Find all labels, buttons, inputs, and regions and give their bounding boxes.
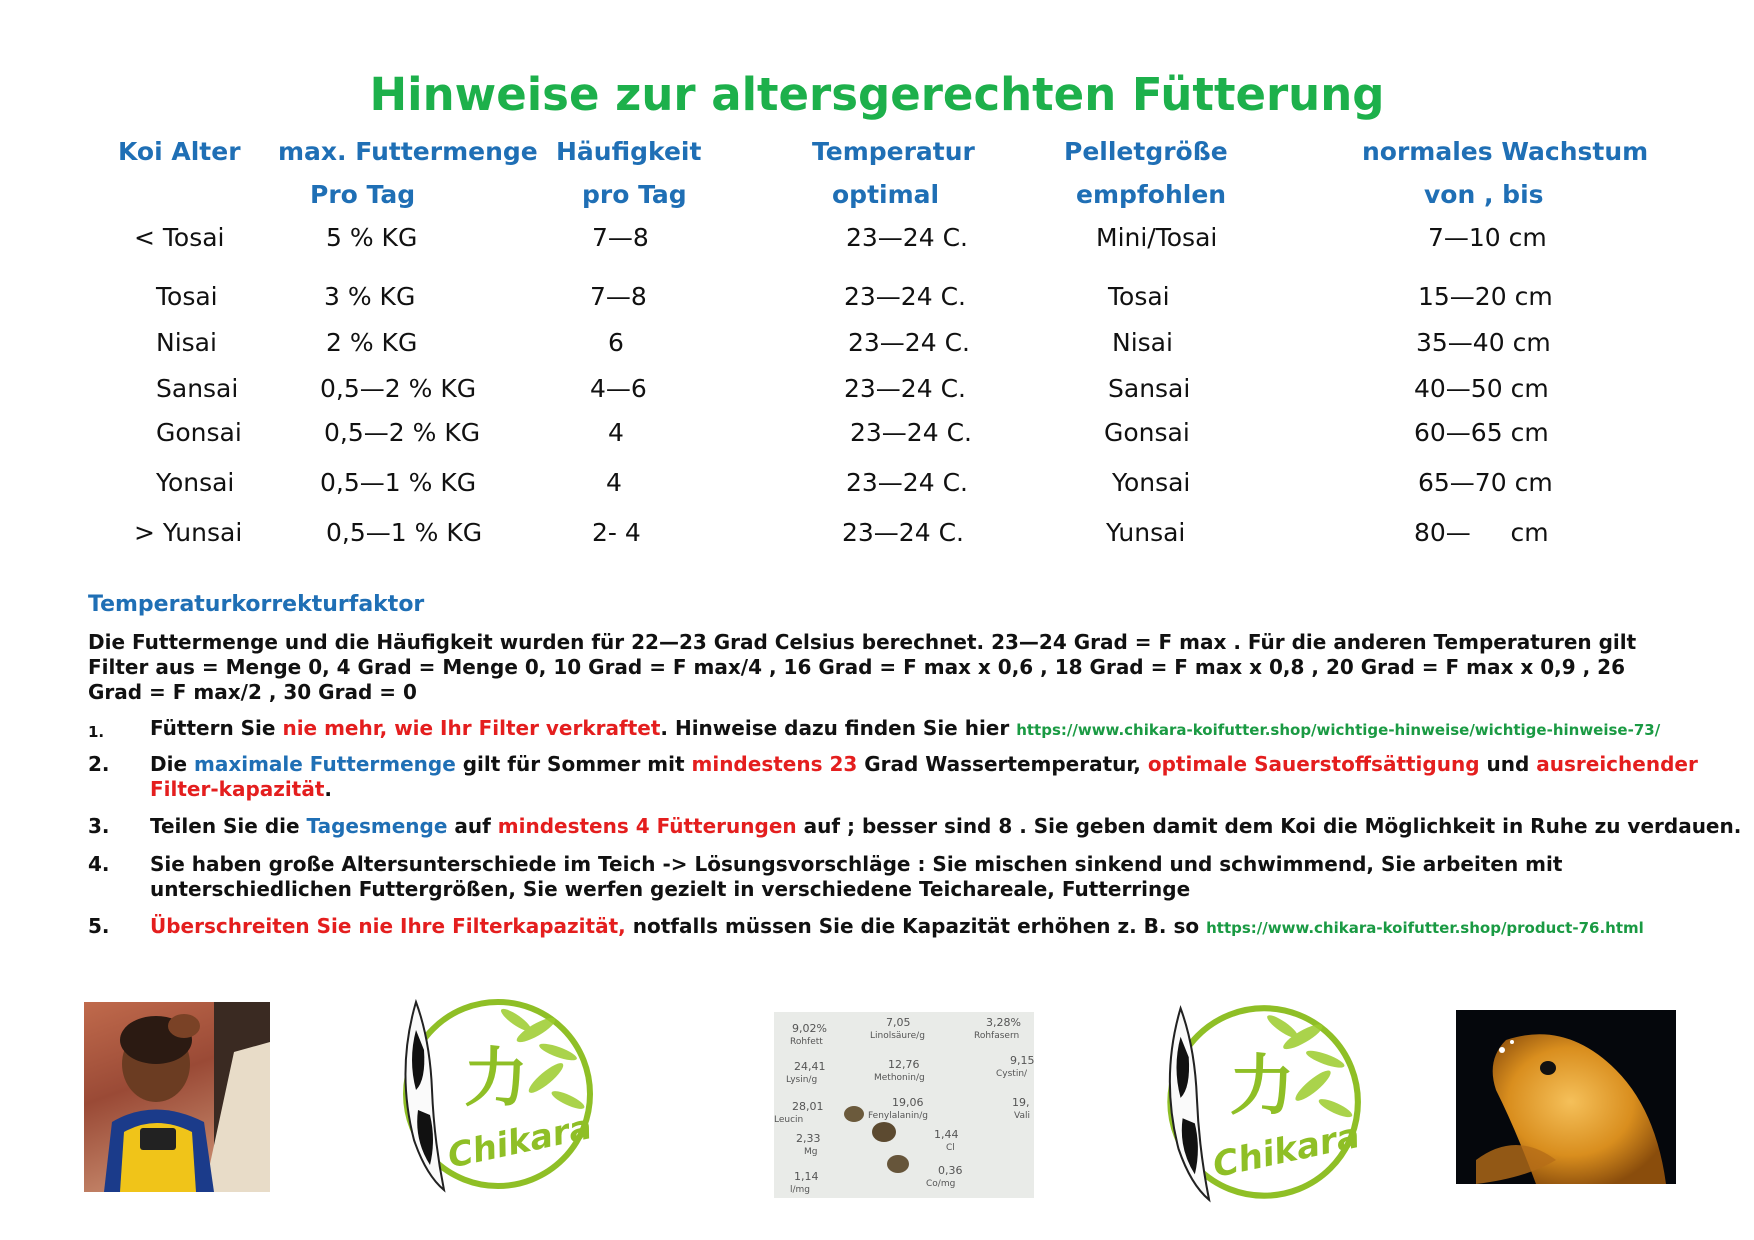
list-text-part: Füttern Sie xyxy=(150,716,283,740)
svg-text:Vali: Vali xyxy=(1014,1111,1030,1121)
svg-text:Leucin: Leucin xyxy=(774,1115,804,1125)
list-item-5 xyxy=(88,914,1688,940)
header-temperatur: Temperatur xyxy=(812,137,975,166)
list-number: 2. xyxy=(88,752,110,776)
table-cell: Nisai xyxy=(156,328,217,357)
svg-text:1,14: 1,14 xyxy=(794,1170,819,1183)
svg-text:2,33: 2,33 xyxy=(796,1132,821,1145)
table-cell: 23—24 C. xyxy=(848,328,970,357)
svg-text:Cl: Cl xyxy=(946,1143,955,1153)
svg-text:Rohfasern: Rohfasern xyxy=(974,1031,1020,1041)
list-text-part: mindestens 23 xyxy=(691,752,858,776)
list-text-part: maximale Futtermenge xyxy=(193,752,456,776)
list-item-4 xyxy=(88,852,1688,902)
table-cell: 23—24 C. xyxy=(850,418,972,447)
table-cell: 5 % KG xyxy=(326,223,418,252)
svg-text:Linolsäure/g: Linolsäure/g xyxy=(870,1031,925,1041)
list-text xyxy=(150,852,1750,902)
correction-text: Die Futtermenge und die Häufigkeit wurden für 22—23 Grad Celsius berechnet. 23—24 Grad = F max . Für die anderen Temperaturen gilt Filter aus = Menge 0, 4 Grad = Menge 0, 10 Grad = F max/4 , 16 Grad = F max x 0,6 , 18 Grad = F max x 0,8 , 20 Grad = F max x 0,9 , 26 Grad = F max/2 , 30 Grad = 0 xyxy=(88,630,1637,704)
table-cell: 0,5—2 % KG xyxy=(320,374,477,403)
feed-analysis-photo xyxy=(774,1012,1034,1198)
svg-text:12,76: 12,76 xyxy=(888,1058,920,1071)
list-text-part: mindestens 4 Fütterungen xyxy=(497,814,797,838)
list-text-part: auf xyxy=(447,814,498,838)
svg-text:0,36: 0,36 xyxy=(938,1164,963,1177)
header-wachstum-sub: von , bis xyxy=(1424,180,1544,209)
table-cell: Mini/Tosai xyxy=(1096,223,1218,252)
table-cell: Gonsai xyxy=(156,418,242,447)
table-cell: 4—6 xyxy=(590,374,647,403)
list-text-part: nie mehr, wie Ihr Filter verkraftet xyxy=(282,716,661,740)
list-item-1 xyxy=(88,716,1688,742)
list-text-part: und xyxy=(1479,752,1537,776)
list-text-part: notfalls müssen Sie die Kapazität erhöhen z. B. so xyxy=(625,914,1207,938)
correction-title: Temperaturkorrekturfaktor xyxy=(88,592,425,617)
list-item-3 xyxy=(88,814,1742,840)
list-text-part: Teilen Sie die xyxy=(150,814,307,838)
list-number: 4. xyxy=(88,852,110,876)
table-cell: Yonsai xyxy=(1112,468,1191,497)
list-text-part: . xyxy=(324,777,332,801)
table-cell: 7—10 cm xyxy=(1428,223,1547,252)
svg-text:Co/mg: Co/mg xyxy=(926,1179,956,1189)
table-cell: 2- 4 xyxy=(592,518,641,547)
svg-text:l/mg: l/mg xyxy=(790,1185,811,1195)
chikara-logo-right xyxy=(1150,996,1364,1210)
list-text-part: . Hinweise dazu finden Sie hier xyxy=(660,716,1017,740)
header-pelletgroesse-sub: empfohlen xyxy=(1076,180,1227,209)
svg-text:3,28%: 3,28% xyxy=(986,1016,1021,1029)
table-cell: 3 % KG xyxy=(324,282,416,311)
table-cell: 23—24 C. xyxy=(844,374,966,403)
list-number: 3. xyxy=(88,814,110,838)
table-cell: 6 xyxy=(608,328,624,357)
logo-glyph: 力 xyxy=(1229,1048,1295,1125)
svg-text:28,01: 28,01 xyxy=(792,1100,824,1113)
table-cell: Tosai xyxy=(156,282,218,311)
svg-text:Mg: Mg xyxy=(804,1147,818,1157)
list-number: 1. xyxy=(88,723,105,741)
table-cell: 23—24 C. xyxy=(846,468,968,497)
table-cell: > Yunsai xyxy=(134,518,243,547)
list-text-part: gilt für Sommer mit xyxy=(455,752,692,776)
koi-fish-illustration xyxy=(1456,1010,1676,1184)
table-cell: Nisai xyxy=(1112,328,1173,357)
logo-glyph: 力 xyxy=(464,1042,528,1116)
list-text xyxy=(150,814,1750,839)
list-text-part: Tagesmenge xyxy=(306,814,448,838)
table-cell: Yunsai xyxy=(1106,518,1186,547)
list-text-part: Sie haben große Altersunterschiede im Teich -> Lösungsvorschläge : Sie mischen sinkend und schwimmend, Sie arbeiten mit unterschiedlichen Futtergrößen, Sie werfen gezielt in verschiedene Teichareale, Futterringe xyxy=(150,852,1563,901)
list-item-2 xyxy=(88,752,1698,802)
table-cell: 0,5—2 % KG xyxy=(324,418,481,447)
header-haeufigkeit: Häufigkeit xyxy=(556,137,702,166)
table-cell: 65—70 cm xyxy=(1418,468,1553,497)
table-cell: Sansai xyxy=(1108,374,1191,403)
table-cell: < Tosai xyxy=(134,223,225,252)
table-cell: 40—50 cm xyxy=(1414,374,1549,403)
feed-analysis-sheet xyxy=(774,1012,1034,1198)
list-text xyxy=(150,914,1750,941)
table-cell: 80— cm xyxy=(1414,518,1549,547)
svg-text:19,06: 19,06 xyxy=(892,1096,924,1109)
table-cell: 0,5—1 % KG xyxy=(320,468,477,497)
table-cell: 60—65 cm xyxy=(1414,418,1549,447)
table-cell: 23—24 C. xyxy=(844,282,966,311)
svg-text:1,44: 1,44 xyxy=(934,1128,959,1141)
svg-text:19,: 19, xyxy=(1012,1096,1030,1109)
list-text-part: ausreichender Filter-kapazität xyxy=(150,752,1698,801)
table-cell: 15—20 cm xyxy=(1418,282,1553,311)
table-cell: 2 % KG xyxy=(326,328,418,357)
table-cell: Gonsai xyxy=(1104,418,1190,447)
svg-text:9,15: 9,15 xyxy=(1010,1054,1034,1067)
header-futtermenge: max. Futtermenge xyxy=(278,137,538,166)
table-cell: 23—24 C. xyxy=(842,518,964,547)
header-temperatur-sub: optimal xyxy=(832,180,940,209)
koi-photo xyxy=(1456,1010,1676,1184)
header-futtermenge-sub: Pro Tag xyxy=(310,180,416,209)
list-text-part: Grad Wassertemperatur, xyxy=(857,752,1148,776)
svg-text:Fenylalanin/g: Fenylalanin/g xyxy=(868,1111,928,1121)
table-cell: 4 xyxy=(606,468,622,497)
link[interactable]: https://www.chikara-koifutter.shop/product-76.html xyxy=(1206,919,1644,937)
page-title: Hinweise zur altersgerechten Fütterung xyxy=(369,68,1385,121)
list-text-part: optimale Sauerstoffsättigung xyxy=(1147,752,1480,776)
table-cell: 23—24 C. xyxy=(846,223,968,252)
table-cell: 0,5—1 % KG xyxy=(326,518,483,547)
header-koi-alter: Koi Alter xyxy=(118,137,241,166)
svg-text:Lysin/g: Lysin/g xyxy=(786,1075,818,1085)
table-cell: 7—8 xyxy=(592,223,649,252)
child-photo-illustration xyxy=(84,1002,270,1192)
header-pelletgroesse: Pelletgröße xyxy=(1064,137,1228,166)
header-wachstum: normales Wachstum xyxy=(1362,137,1649,166)
list-text-part: Überschreiten Sie nie Ihre Filterkapazität, xyxy=(150,914,626,938)
chikara-logo xyxy=(1150,996,1364,1210)
svg-text:Rohfett: Rohfett xyxy=(790,1037,823,1047)
table-cell: Yonsai xyxy=(156,468,235,497)
logo-text: Chikara xyxy=(1209,1115,1364,1186)
header-haeufigkeit-sub: pro Tag xyxy=(582,180,687,209)
table-cell: 4 xyxy=(608,418,624,447)
svg-text:9,02%: 9,02% xyxy=(792,1022,827,1035)
chikara-logo-left xyxy=(386,990,596,1200)
svg-text:Cystin/: Cystin/ xyxy=(996,1069,1028,1079)
table-cell: Sansai xyxy=(156,374,239,403)
logo-text: Chikara xyxy=(444,1107,596,1177)
svg-text:Methonin/g: Methonin/g xyxy=(874,1073,925,1083)
list-text xyxy=(150,716,1750,743)
svg-text:7,05: 7,05 xyxy=(886,1016,911,1029)
link[interactable]: https://www.chikara-koifutter.shop/wichtige-hinweise/wichtige-hinweise-73/ xyxy=(1016,721,1661,739)
table-cell: 7—8 xyxy=(590,282,647,311)
table-cell: Tosai xyxy=(1108,282,1170,311)
child-photo xyxy=(84,1002,270,1192)
svg-text:24,41: 24,41 xyxy=(794,1060,826,1073)
chikara-logo xyxy=(386,990,596,1200)
list-number: 5. xyxy=(88,914,110,938)
list-text-part: auf ; besser sind 8 . Sie geben damit dem Koi die Möglichkeit in Ruhe zu verdauen. xyxy=(796,814,1742,838)
table-cell: 35—40 cm xyxy=(1416,328,1551,357)
list-text xyxy=(150,752,1750,802)
list-text-part: Die xyxy=(150,752,194,776)
